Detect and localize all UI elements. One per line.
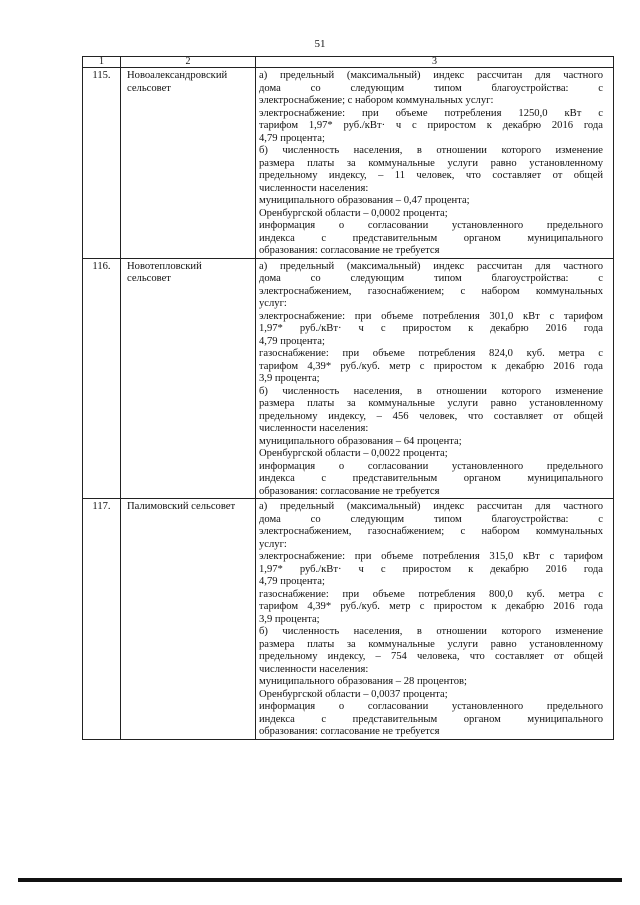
description-line: индекса с представительным органом муниципального [259,232,603,244]
description-line: численности населения: [259,182,369,194]
description-line: б) численность населения, в отношении которого изменение [259,385,603,397]
description-line: а) предельный (максимальный) индекс рассчитан для частного [259,70,603,81]
municipality-name [121,258,256,499]
description-line: электроснабжением, газоснабжением; с набором коммунальных [259,526,603,537]
description-line: электроснабжение: при объеме потребления 1250,0 кВт с [259,107,603,119]
description-line: услуг: [259,538,287,550]
municipality-name-line: сельсовет [127,273,171,284]
description-line: численности населения: [259,663,369,675]
municipality-name [121,499,256,740]
row-number: 116. [83,258,121,499]
description-line: дома со следующим типом благоустройства: с [259,513,603,525]
description-line: электроснабжение: при объеме потребления 301,0 кВт с тарифом [259,310,603,322]
description-line: муниципального образования – 28 процентов; [259,676,468,687]
description-line: информация о согласовании установленного предельного [259,220,603,231]
description-line: тарифом 4,39* руб./куб. метр с приростом к декабрю 2016 года [259,360,603,372]
row-number: 117. [83,499,121,740]
description-line: а) предельный (максимальный) индекс рассчитан для частного [259,260,603,272]
description-line: размера платы за коммунальные услуги равно установленному [259,398,603,409]
description-line: численности населения: [259,423,369,434]
table-row [83,68,614,259]
description-line: тарифом 4,39* руб./куб. метр с приростом к декабрю 2016 года [259,601,603,612]
description-line: Оренбургской области – 0,0022 процента; [259,448,448,459]
table-row [83,499,614,740]
description-line: электроснабжение; с набором коммунальных услуг: [259,95,494,106]
description-line: 4,79 процента; [259,132,325,144]
header-col-2: 2 [121,57,256,68]
tariff-index-table [82,56,614,740]
description-line: 1,97* руб./кВт· ч с приростом к декабрю 2016 года [259,563,603,575]
description-line: дома со следующим типом благоустройства: с [259,82,603,94]
description-line: предельному индексу, – 754 человека, что составляет от общей [259,651,603,662]
description-line: образования: согласование не требуется [259,485,440,497]
description-line: услуг: [259,298,287,309]
description-line: тарифом 1,97* руб./кВт· ч с приростом к декабрю 2016 года [259,120,603,131]
description-line: газоснабжение: при объеме потребления 824,0 куб. метра с [259,348,603,359]
index-description [256,258,614,499]
description-line: муниципального образования – 64 процента; [259,435,462,447]
description-line: образования: согласование не требуется [259,245,440,256]
description-line: дома со следующим типом благоустройства: с [259,273,603,284]
municipality-name-line: Новоалександровский [127,70,228,81]
description-line: предельному индексу, – 456 человек, что составляет от общей [259,410,603,422]
table-row [83,258,614,499]
description-line: Оренбургской области – 0,0002 процента; [259,207,448,219]
municipality-name-line: сельсовет [127,82,171,94]
description-line: информация о согласовании установленного предельного [259,460,603,472]
description-line: образования: согласование не требуется [259,726,440,737]
row-number: 115. [83,68,121,259]
index-description [256,499,614,740]
municipality-name-line: Палимовский сельсовет [127,501,236,512]
header-col-1: 1 [83,57,121,68]
description-line: газоснабжение: при объеме потребления 800,0 куб. метра с [259,588,603,600]
description-line: 4,79 процента; [259,335,325,347]
bottom-rule [18,878,622,882]
description-line: электроснабжением, газоснабжением; с набором коммунальных [259,285,603,297]
description-line: размера платы за коммунальные услуги равно установленному [259,157,603,169]
table-header-row [83,57,614,68]
description-line: размера платы за коммунальные услуги равно установленному [259,638,603,650]
description-line: муниципального образования – 0,47 процента; [259,195,470,206]
header-col-3: 3 [256,57,614,68]
description-line: индекса с представительным органом муниципального [259,713,603,725]
index-description [256,68,614,259]
page-number: 51 [314,38,326,50]
municipality-name-line: Новотепловский [127,260,202,272]
municipality-name [121,68,256,259]
description-line: 4,79 процента; [259,576,325,587]
description-line: индекса с представительным органом муниципального [259,473,603,484]
description-line: информация о согласовании установленного предельного [259,701,603,712]
description-line: предельному индексу, – 11 человек, что составляет от общей [259,170,603,181]
description-line: б) численность населения, в отношении которого изменение [259,145,603,156]
description-line: 3,9 процента; [259,613,320,625]
description-line: а) предельный (максимальный) индекс рассчитан для частного [259,501,603,512]
description-line: 1,97* руб./кВт· ч с приростом к декабрю 2016 года [259,323,603,334]
description-line: б) численность населения, в отношении которого изменение [259,626,603,637]
description-line: электроснабжение: при объеме потребления 315,0 кВт с тарифом [259,551,603,562]
description-line: Оренбургской области – 0,0037 процента; [259,688,448,700]
description-line: 3,9 процента; [259,373,320,384]
